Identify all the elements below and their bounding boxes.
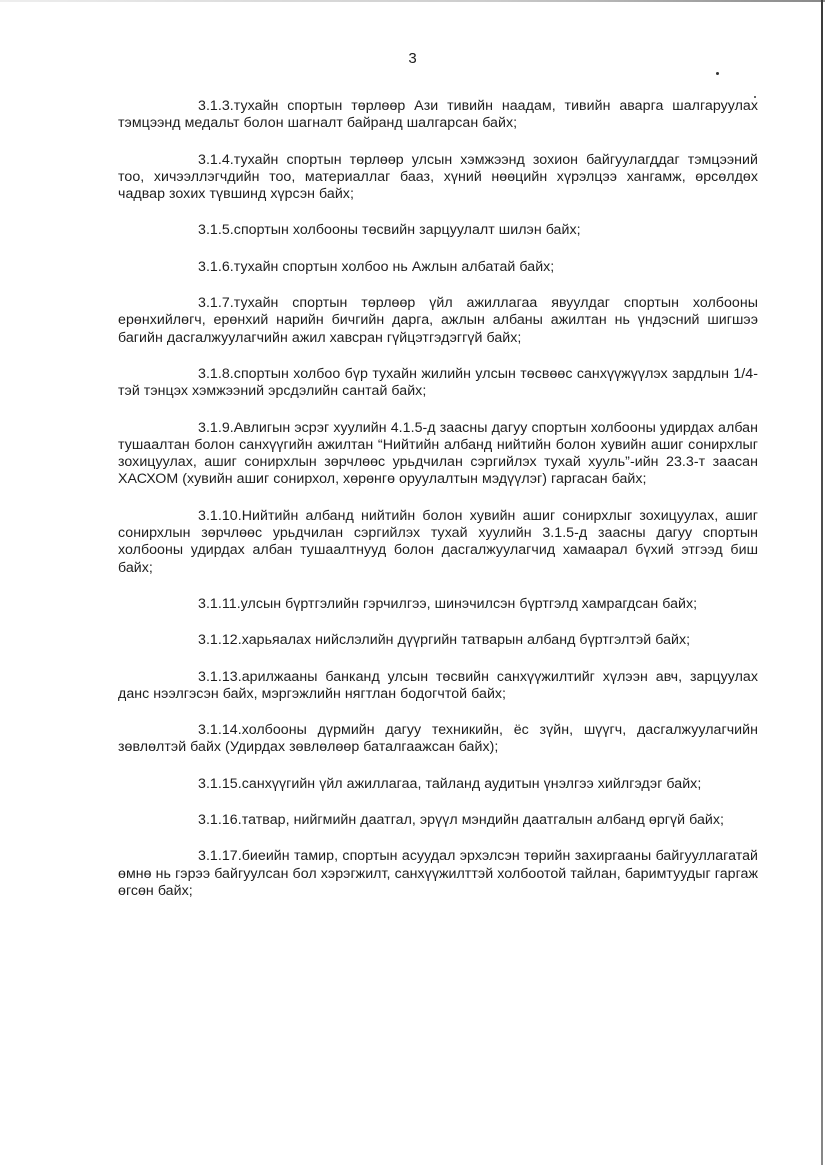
clause-3-1-17: 3.1.17.биеийн тамир, спортын асуудал эрхэлсэн төрийн захиргааны байгууллагатай өмнө нь гэрээ байгуулсан бол хэрэгжилт, санхүүжилттэй холбоотой тайлан, баримтуудыг гаргаж өгсөн байх; — [118, 848, 758, 899]
clause-3-1-5: 3.1.5.спортын холбооны төсвийн зарцуулалт шилэн байх; — [198, 222, 581, 239]
clause-3-1-14: 3.1.14.холбооны дүрмийн дагуу техникийн, ёс зүйн, шүүгч, дасгалжуулагчийн зөвлөлтэй байх (Удирдах зөвлөлөөр баталгаажсан байх); — [118, 722, 758, 756]
clause-3-1-11: 3.1.11.улсын бүртгэлийн гэрчилгээ, шинэчилсэн бүртгэлд хамрагдсан байх; — [198, 595, 698, 612]
clause-3-1-7: 3.1.7.тухайн спортын төрлөөр үйл ажиллагаа явуулдаг спортын холбооны ерөнхийлөгч, ерөнхий нарийн бичгийн дарга, ажлын албаны ажилтан нь үндэсний шигшээ багийн дасгалжуулагчийн ажил хавсран гүйцэтгэдэггүй байх; — [118, 295, 758, 346]
clause-3-1-6: 3.1.6.тухайн спортын холбоо нь Ажлын албатай байх; — [198, 258, 555, 275]
clause-3-1-15: 3.1.15.санхүүгийн үйл ажиллагаа, тайланд аудитын үнэлгээ хийлгэдэг байх; — [198, 775, 702, 792]
clause-3-1-16: 3.1.16.татвар, нийгмийн даатгал, эрүүл мэндийн даатгалын албанд өргүй байх; — [198, 812, 724, 829]
clause-3-1-12: 3.1.12.харьяалах нийслэлийн дүүргийн татварын албанд бүртгэлтэй байх; — [198, 632, 691, 649]
clause-3-1-13: 3.1.13.арилжааны банканд улсын төсвийн санхүүжилтийг хүлээн авч, зарцуулах данс нээлгэсэн байх, мэргэжлийн нягтлан бодогчтой байх; — [118, 668, 758, 702]
document-body — [118, 98, 758, 919]
clause-3-1-4: 3.1.4.тухайн спортын төрлөөр улсын хэмжээнд зохион байгуулагддаг тэмцээний тоо, хичээллэгчдийн тоо, материаллаг бааз, хүний нөөцийн хүрэлцээ хангамж, өрсөлдөх чадвар зохих түвшинд хүрсэн байх; — [118, 151, 758, 203]
scan-speck — [716, 72, 719, 75]
clause-3-1-10: 3.1.10.Нийтийн албанд нийтийн болон хувийн ашиг сонирхлыг зохицуулах, ашиг сонирхлын зөрчлөөс урьдчилан сэргийлэх тухай хуулийн 3.1.5-д заасны дагуу спортын холбооны удирдах албан тушаалтнууд болон дасгалжуулагчид хамаарал бүхий этгээд биш байх; — [118, 507, 758, 576]
page-number: 3 — [408, 50, 417, 67]
scan-edge-right — [821, 0, 823, 1165]
clause-3-1-9: 3.1.9.Авлигын эсрэг хуулийн 4.1.5-д заасны дагуу спортын холбооны удирдах албан тушаалтан болон санхүүгийн ажилтан “Нийтийн албанд нийтийн болон хувийн ашиг сонирхлыг зохицуулах, ашиг сонирхлын зөрчлөөс урьдчилан сэргийлэх тухай хууль”-ийн 23.3-т заасан ХАСХОМ (хувийн ашиг сонирхол, хөрөнгө оруулалтын мэдүүлэг) гаргасан байх; — [118, 419, 758, 488]
scan-edge-top — [0, 0, 825, 2]
clause-3-1-3: 3.1.3.тухайн спортын төрлөөр Ази тивийн наадам, тивийн аварга шалгаруулах тэмцээнд медальт болон шагналт байранд шалгарсан байх; — [118, 98, 758, 132]
clause-3-1-8: 3.1.8.спортын холбоо бүр тухайн жилийн улсын төсвөөс санхүүжүүлэх зардлын 1/4-тэй тэнцэх хэмжээний эрсдэлийн сантай байх; — [118, 365, 758, 400]
